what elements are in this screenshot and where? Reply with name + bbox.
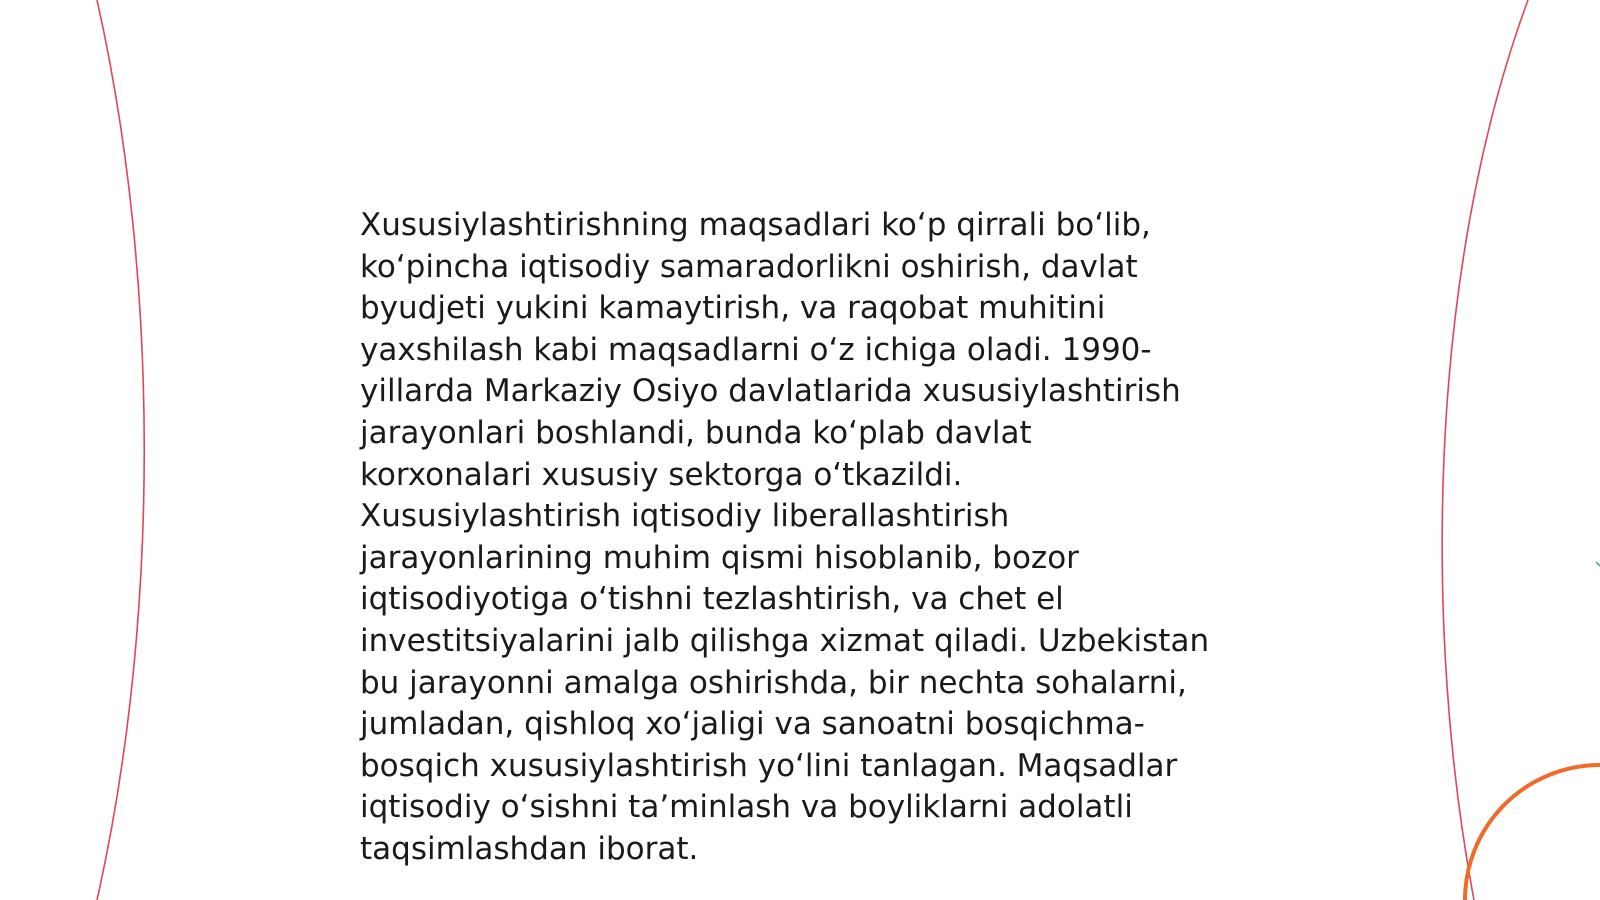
text-line: yaxshilash kabi maqsadlarni o‘z ichiga oladi. 1990- xyxy=(360,331,1152,368)
text-line: jarayonlari boshlandi, bunda ko‘plab davlat xyxy=(360,414,1032,451)
text-line: byudjeti yukini kamaytirish, va raqobat muhitini xyxy=(360,290,1106,327)
text-line: Xususiylashtirish iqtisodiy liberallashtirish xyxy=(360,498,1010,535)
text-line: Xususiylashtirishning maqsadlari ko‘p qirrali bo‘lib, xyxy=(360,207,1151,243)
left-curve-line xyxy=(97,0,144,900)
text-line: bu jarayonni amalga oshirishda, bir nechta sohalarni, xyxy=(360,664,1187,701)
orange-circle-arc xyxy=(1465,765,1600,900)
text-line: jumladan, qishloq xo‘jaligi va sanoatni bosqichma- xyxy=(360,706,1145,743)
text-line: bosqich xususiylashtirish yo‘lini tanlagan. Maqsadlar xyxy=(360,747,1178,784)
text-line: ko‘pincha iqtisodiy samaradorlikni oshirish, davlat xyxy=(360,248,1138,285)
right-curve-line xyxy=(1442,0,1528,900)
text-line: iqtisodiyotiga o‘tishni tezlashtirish, va chet el xyxy=(360,581,1064,618)
text-line: korxonalari xususiy sektorga o‘tkazildi. xyxy=(360,456,963,493)
text-line: taqsimlashdan iborat. xyxy=(360,830,699,867)
text-line: iqtisodiy o‘sishni ta’minlash va boyliklarni adolatli xyxy=(360,789,1133,826)
text-line: yillarda Markaziy Osiyo davlatlarida xususiylashtirish xyxy=(360,373,1181,410)
body-paragraph xyxy=(360,205,1260,871)
text-line: investitsiyalarini jalb qilishga xizmat qiladi. Uzbekistan xyxy=(360,622,1210,659)
small-tick-mark xyxy=(1596,562,1600,566)
text-line: jarayonlarining muhim qismi hisoblanib, bozor xyxy=(360,539,1079,576)
